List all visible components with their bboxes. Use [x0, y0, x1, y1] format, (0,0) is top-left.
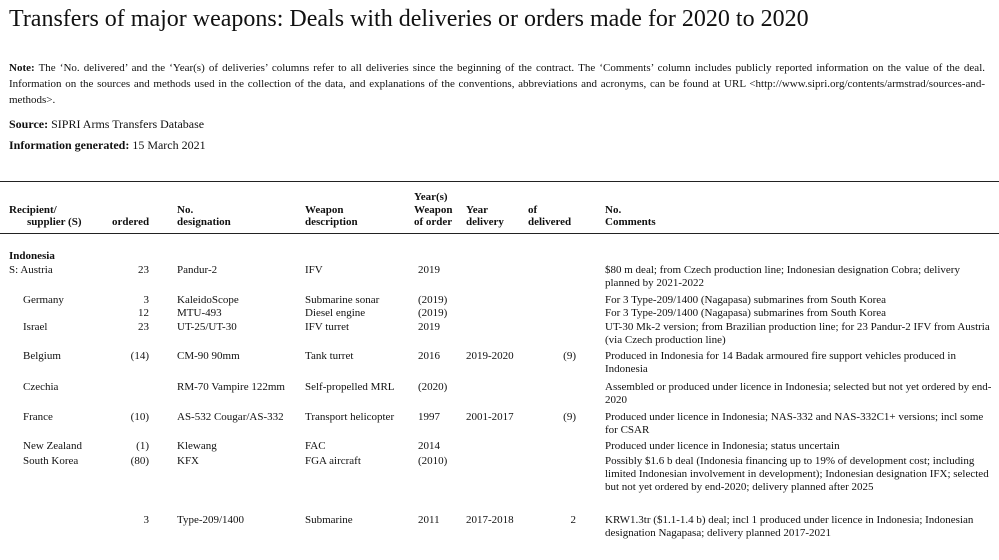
cell-supplier: S: Austria: [9, 264, 53, 276]
cell-description: Self-propelled MRL: [305, 381, 395, 393]
cell-order-year: (2019): [418, 294, 448, 306]
cell-delivered: (9): [563, 411, 576, 423]
cell-supplier: Czechia: [23, 381, 59, 393]
cell-comments: For 3 Type-209/1400 (Nagapasa) submarines from South Korea: [605, 294, 886, 306]
generated-value: 15 March 2021: [129, 138, 206, 152]
cell-comments: Produced under licence in Indonesia; NAS-332 and NAS-332C1+ versions; incl some for CSAR: [605, 411, 984, 436]
cell-supplier: Israel: [23, 321, 48, 333]
cell-ordered: (80): [130, 455, 149, 467]
cell-comments: Produced under licence in Indonesia; status uncertain: [605, 440, 840, 452]
source-line: [9, 116, 204, 132]
header-weapon: Weapon: [305, 204, 344, 216]
cell-ordered: 12: [138, 307, 149, 319]
header-delivery: delivery: [466, 216, 504, 228]
cell-comments: UT-30 Mk-2 version; from Brazilian production line; for 23 Pandur-2 IFV from Austria (via Czech production line): [605, 321, 990, 346]
cell-ordered: 23: [138, 321, 149, 333]
cell-description: Submarine: [305, 514, 353, 526]
cell-order-year: 2019: [418, 321, 440, 333]
cell-description: FGA aircraft: [305, 455, 361, 467]
cell-delivery-years: 2001-2017: [466, 411, 514, 423]
cell-description: Diesel engine: [305, 307, 366, 319]
header-of-order: of order: [414, 216, 453, 228]
source-label: Source:: [9, 117, 49, 131]
note-text: The ‘No. delivered’ and the ‘Year(s) of deliveries’ columns refer to all deliveries since the beginning of the contract. The ‘Comments’ column includes publicly reported information on the value of the deal. Information on the sources and methods used in the collection of the data, and explanations of the conventions, abbreviations and acronyms, can be found at URL <http://www.sipri.org/contents/armstrad/sources-and-methods>.: [9, 62, 985, 106]
cell-designation: MTU-493: [177, 307, 222, 319]
cell-order-year: 2016: [418, 350, 440, 362]
header-of: of: [528, 204, 538, 216]
cell-supplier: South Korea: [23, 455, 79, 467]
note-paragraph: [9, 60, 985, 108]
cell-order-year: 1997: [418, 411, 440, 423]
cell-comments: KRW1.3tr ($1.1-1.4 b) deal; incl 1 produced under licence in Indonesia; Indonesian designation Nagapasa; delivery planned 2017-2021: [605, 514, 974, 539]
cell-order-year: 2014: [418, 440, 440, 452]
header-designation: designation: [177, 216, 231, 228]
cell-designation: RM-70 Vampire 122mm: [177, 381, 285, 393]
cell-designation: KFX: [177, 455, 200, 467]
table-top-rule: [0, 181, 999, 182]
cell-supplier: New Zealand: [23, 440, 82, 452]
cell-designation: UT-25/UT-30: [177, 321, 237, 333]
header-description: description: [305, 216, 358, 228]
generated-line: [9, 137, 206, 153]
cell-order-year: (2019): [418, 307, 448, 319]
cell-ordered: 3: [143, 514, 149, 526]
cell-delivery-years: 2019-2020: [466, 350, 514, 362]
cell-ordered: 23: [138, 264, 149, 276]
cell-comments: For 3 Type-209/1400 (Nagapasa) submarines from South Korea: [605, 307, 886, 319]
cell-ordered: (10): [130, 411, 149, 423]
cell-description: IFV: [305, 264, 323, 276]
cell-designation: KaleidoScope: [177, 294, 239, 306]
note-label: Note:: [9, 62, 35, 74]
cell-comments: Produced in Indonesia for 14 Badak armoured fire support vehicles produced in Indonesia: [605, 350, 956, 375]
recipient-group: Indonesia: [9, 250, 55, 262]
cell-order-year: 2019: [418, 264, 440, 276]
cell-order-year: (2020): [418, 381, 448, 393]
cell-comments: $80 m deal; from Czech production line; Indonesian designation Cobra; delivery planned by 2021-2022: [605, 264, 960, 289]
cell-comments: Possibly $1.6 b deal (Indonesia financing up to 19% of development cost; including limited Indonesian involvement in development); Indonesian designation IFX; selected but not yet ordered by end-2020; delivery planned after 2025: [605, 455, 989, 493]
cell-description: IFV turret: [305, 321, 350, 333]
header-years: Year(s): [414, 191, 448, 203]
generated-label: Information generated:: [9, 138, 130, 152]
cell-delivery-years: 2017-2018: [466, 514, 514, 526]
cell-designation: Pandur-2: [177, 264, 218, 276]
cell-designation: Type-209/1400: [177, 514, 245, 526]
cell-order-year: (2010): [418, 455, 448, 467]
cell-description: FAC: [305, 440, 326, 452]
header-supplier: supplier (S): [27, 216, 82, 228]
header-recipient: Recipient/: [9, 204, 57, 216]
cell-supplier: Belgium: [23, 350, 61, 362]
cell-supplier: France: [23, 411, 53, 423]
cell-designation: CM-90 90mm: [177, 350, 240, 362]
cell-designation: Klewang: [177, 440, 217, 452]
cell-description: Submarine sonar: [305, 294, 380, 306]
cell-comments: Assembled or produced under licence in Indonesia; selected but not yet ordered by end-2020: [605, 381, 992, 406]
header-no: No.: [177, 204, 194, 216]
cell-supplier: Germany: [23, 294, 64, 306]
cell-ordered: (14): [130, 350, 149, 362]
header-ordered: ordered: [112, 216, 150, 228]
cell-ordered: 3: [143, 294, 149, 306]
cell-order-year: 2011: [418, 514, 440, 526]
cell-delivered: (9): [563, 350, 576, 362]
header-comments: Comments: [605, 216, 656, 228]
table-header-rule: [0, 233, 999, 234]
header-weapon-2: Weapon: [414, 204, 453, 216]
header-no-2: No.: [605, 204, 622, 216]
header-year: Year: [466, 204, 488, 216]
source-value: SIPRI Arms Transfers Database: [48, 117, 205, 131]
cell-ordered: (1): [136, 440, 149, 452]
cell-delivered: 2: [570, 514, 576, 526]
cell-designation: AS-532 Cougar/AS-332: [177, 411, 284, 423]
header-delivered: delivered: [528, 216, 572, 228]
cell-description: Transport helicopter: [305, 411, 395, 423]
cell-description: Tank turret: [305, 350, 354, 362]
page-title: Transfers of major weapons: Deals with deliveries or orders made for 2020 to 2020: [9, 6, 809, 32]
